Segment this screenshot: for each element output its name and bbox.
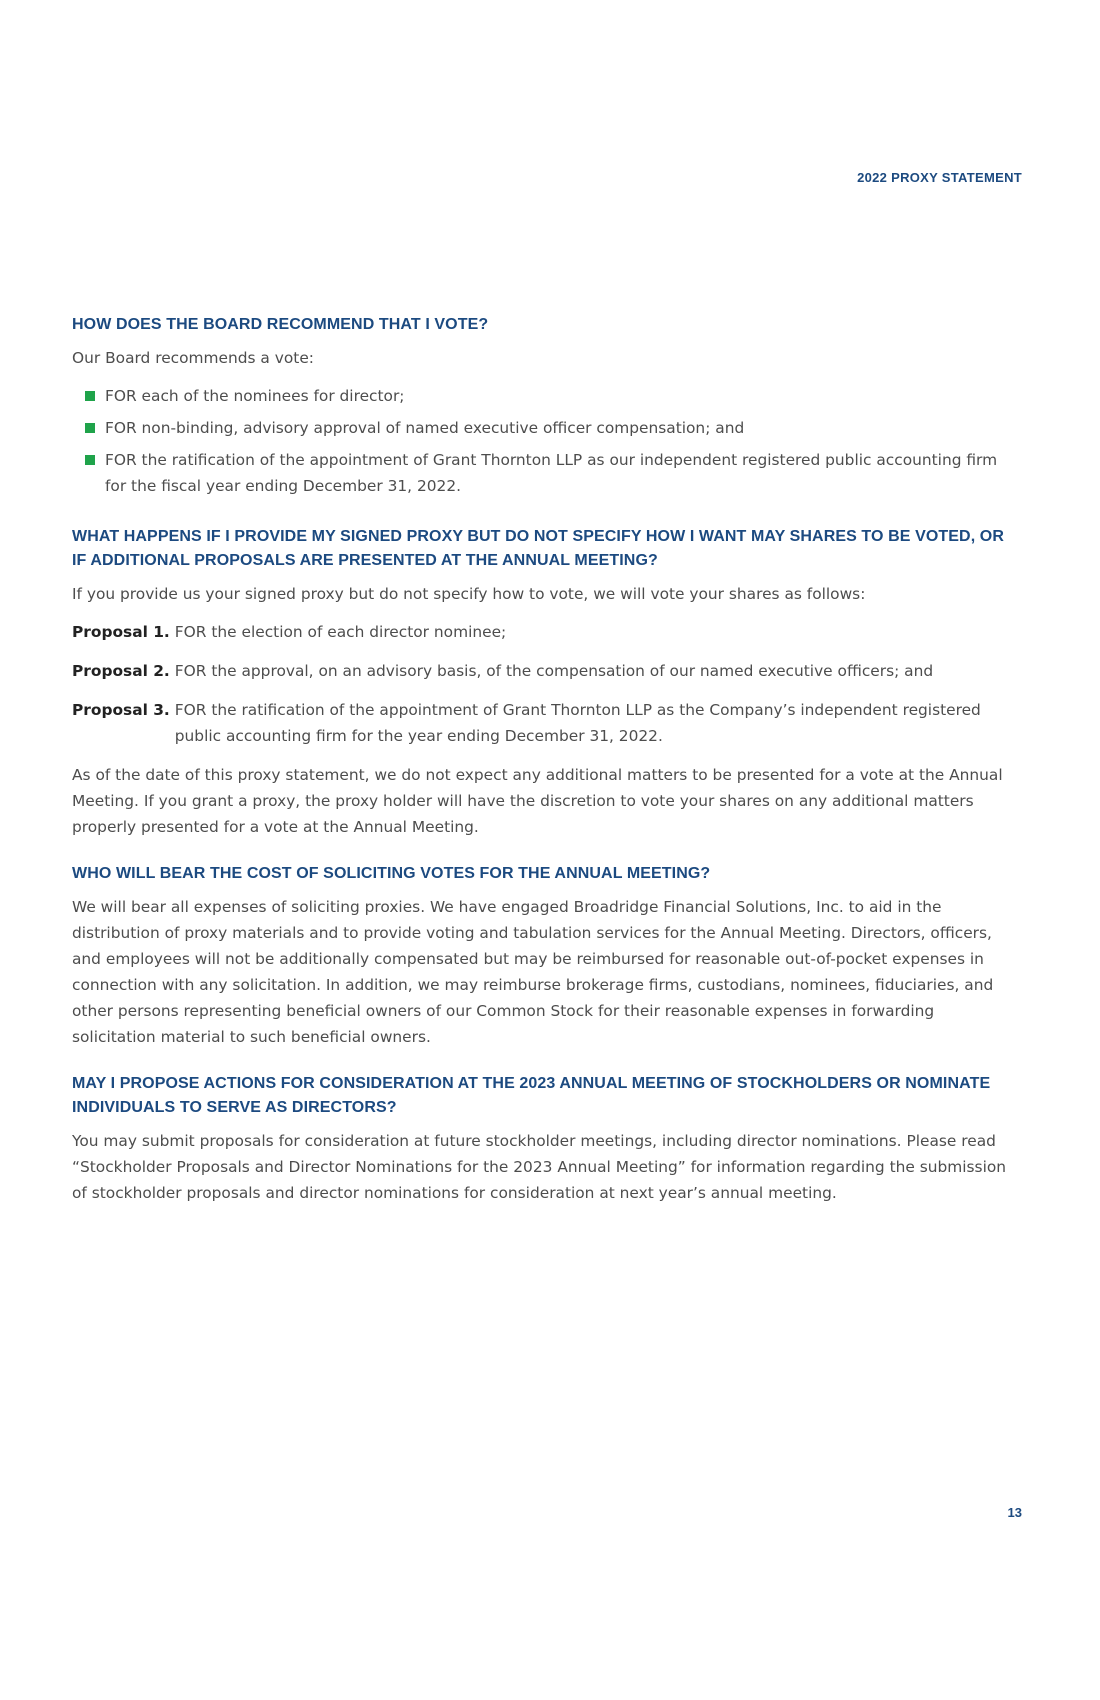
- proposal-label: Proposal 1.: [72, 623, 170, 641]
- section-intro: Our Board recommends a vote:: [72, 349, 314, 367]
- section-closing-paragraph: As of the date of this proxy statement, we do not expect any additional matters to be presented for a vote at the Annual Meeting. If you grant a proxy, the proxy holder will have the discretion to vote your shares on any additional matters properly presented for a vote at the Annual Meeting.: [72, 766, 1003, 836]
- page-content: [72, 313, 1022, 1218]
- page-number: 13: [1007, 1505, 1022, 1520]
- list-item: [72, 415, 1022, 441]
- green-square-bullet-icon: [85, 391, 95, 401]
- proposal-row: [72, 697, 1022, 749]
- green-square-bullet-icon: [85, 423, 95, 433]
- proposal-row: [72, 658, 1022, 684]
- section-heading: MAY I PROPOSE ACTIONS FOR CONSIDERATION AT THE 2023 ANNUAL MEETING OF STOCKHOLDERS OR NOMINATE INDIVIDUALS TO SERVE AS DIRECTORS?: [72, 1075, 991, 1116]
- recommendation-list: [72, 383, 1022, 499]
- list-item-text: FOR non-binding, advisory approval of named executive officer compensation; and: [105, 419, 745, 437]
- list-item: [72, 383, 1022, 409]
- section-body: We will bear all expenses of soliciting proxies. We have engaged Broadridge Financial Solutions, Inc. to aid in the distribution of proxy materials and to provide voting and tabulation services for the Annual Meeting. Directors, officers, and employees will not be additionally compensated but may be reimbursed for reasonable out-of-pocket expenses in connection with any solicitation. In addition, we may reimburse brokerage firms, custodians, nominees, fiduciaries, and other persons representing beneficial owners of our Common Stock for their reasonable expenses in forwarding solicitation material to such beneficial owners.: [72, 898, 994, 1046]
- proposal-text: FOR the election of each director nominee;: [174, 623, 507, 641]
- section-signed-proxy: [72, 525, 1022, 840]
- section-spacer: [72, 1062, 1022, 1072]
- proposal-text: FOR the approval, on an advisory basis, of the compensation of our named executive officers; and: [174, 662, 934, 680]
- section-heading: WHO WILL BEAR THE COST OF SOLICITING VOTES FOR THE ANNUAL MEETING?: [72, 865, 711, 882]
- green-square-bullet-icon: [85, 455, 95, 465]
- section-heading: WHAT HAPPENS IF I PROVIDE MY SIGNED PROXY BUT DO NOT SPECIFY HOW I WANT MAY SHARES TO BE VOTED, OR IF ADDITIONAL PROPOSALS ARE PRESENTED AT THE ANNUAL MEETING?: [72, 528, 1004, 569]
- list-item: [72, 447, 1022, 499]
- proposal-label: Proposal 3.: [72, 701, 170, 719]
- section-solicitation-cost: [72, 862, 1022, 1050]
- page-header-title: 2022 PROXY STATEMENT: [857, 170, 1022, 185]
- proposal-text: FOR the ratification of the appointment of Grant Thornton LLP as the Company’s independent registered public accounting firm for the year ending December 31, 2022.: [174, 701, 981, 745]
- section-heading: HOW DOES THE BOARD RECOMMEND THAT I VOTE?: [72, 316, 489, 333]
- proposal-row: [72, 619, 1022, 645]
- section-board-recommendation: [72, 313, 1022, 499]
- list-item-text: FOR each of the nominees for director;: [105, 387, 405, 405]
- list-item-text: FOR the ratification of the appointment of Grant Thornton LLP as our independent registered public accounting firm for the fiscal year ending December 31, 2022.: [105, 451, 998, 495]
- section-intro: If you provide us your signed proxy but do not specify how to vote, we will vote your shares as follows:: [72, 585, 866, 603]
- section-spacer: [72, 852, 1022, 862]
- proposal-label: Proposal 2.: [72, 662, 170, 680]
- section-propose-actions: [72, 1072, 1022, 1206]
- section-body: You may submit proposals for consideration at future stockholder meetings, including director nominations. Please read “Stockholder Proposals and Director Nominations for the 2023 Annual Meeting” for information regarding the submission of stockholder proposals and director nominations for consideration at next year’s annual meeting.: [72, 1132, 1007, 1202]
